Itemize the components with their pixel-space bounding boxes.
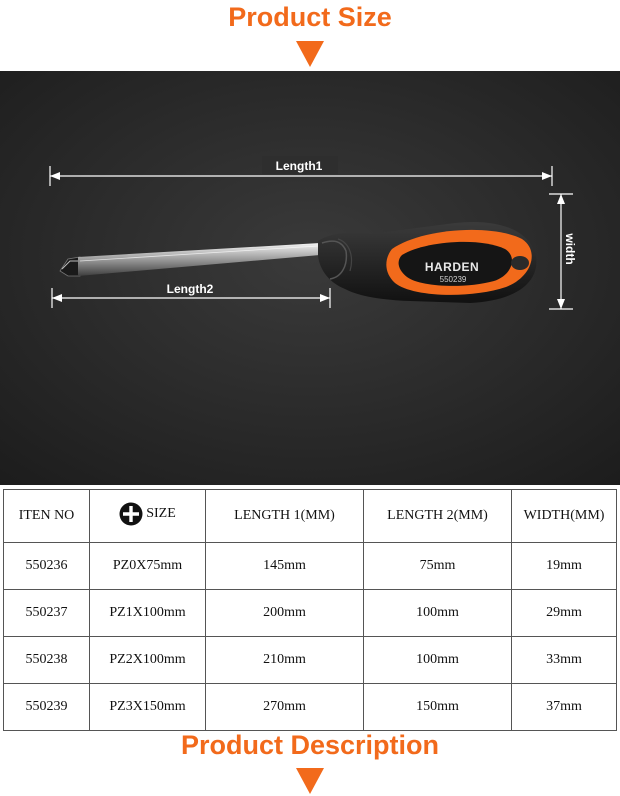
length2-label: Length2 [166,282,214,296]
header-length1: LENGTH 1(MM) [206,490,364,543]
cell-length1: 270mm [206,684,364,731]
cell-length1: 200mm [206,590,364,637]
cell-length1: 145mm [206,543,364,590]
cell-width: 19mm [512,543,617,590]
header-length2: LENGTH 2(MM) [364,490,512,543]
product-spec-table [3,489,617,731]
product-size-heading: Product Size [228,2,392,32]
cell-size: PZ0X75mm [90,543,206,590]
cell-length2: 100mm [364,637,512,684]
cell-length2: 75mm [364,543,512,590]
header-size-label: SIZE [146,505,176,521]
header-size [90,490,206,543]
header-width: WIDTH(MM) [512,490,617,543]
product-description-heading: Product Description [180,730,440,760]
table-row [4,637,617,684]
table-header-row [4,490,617,543]
down-arrow-icon [296,41,324,67]
cell-length2: 150mm [364,684,512,731]
length1-label: Length1 [275,159,323,173]
model-number: 550239 [439,275,467,284]
table-row [4,590,617,637]
cell-item-no: 550238 [4,637,90,684]
cell-length2: 100mm [364,590,512,637]
cell-width: 29mm [512,590,617,637]
width-label: width [563,233,577,265]
cell-size: PZ3X150mm [90,684,206,731]
down-arrow-icon [296,768,324,794]
cell-width: 33mm [512,637,617,684]
cell-item-no: 550239 [4,684,90,731]
cell-size: PZ2X100mm [90,637,206,684]
cell-size: PZ1X100mm [90,590,206,637]
cell-item-no: 550237 [4,590,90,637]
table-row [4,684,617,731]
brand-logo: HARDEN [424,260,480,274]
phillips-cross-icon [119,502,143,526]
cell-width: 37mm [512,684,617,731]
product-photo [0,71,620,485]
header-item-no: ITEN NO [4,490,90,543]
cell-length1: 210mm [206,637,364,684]
table-row [4,543,617,590]
cell-item-no: 550236 [4,543,90,590]
